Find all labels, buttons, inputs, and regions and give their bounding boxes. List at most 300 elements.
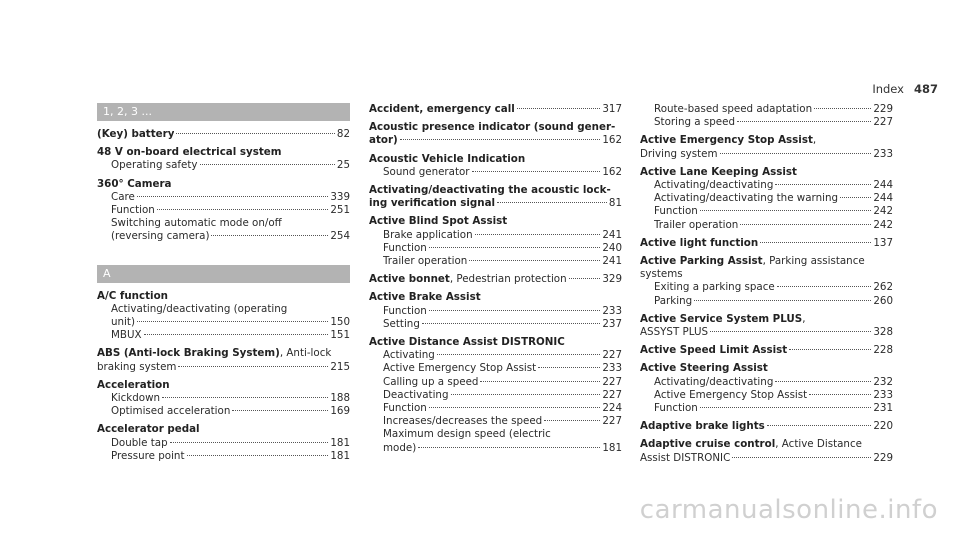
index-subentry-line bbox=[97, 303, 350, 316]
entry-suffix: , bbox=[802, 312, 806, 325]
index-entry bbox=[369, 153, 622, 179]
index-heading-line bbox=[369, 336, 622, 349]
entry-text-wrap bbox=[111, 230, 209, 243]
index-entry bbox=[640, 362, 893, 415]
index-subentry-line bbox=[640, 281, 893, 294]
index-heading-line bbox=[640, 438, 893, 451]
entry-text-wrap bbox=[383, 166, 470, 179]
page-ref: 244 bbox=[873, 179, 893, 192]
index-entry bbox=[97, 379, 350, 419]
index-entry bbox=[369, 336, 622, 455]
entry-heading: Activating/deactivating the acoustic lock- bbox=[369, 184, 611, 197]
index-line bbox=[97, 361, 350, 374]
dot-leader bbox=[517, 108, 601, 109]
entry-text: Exiting a parking space bbox=[654, 281, 775, 294]
entry-text: Activating/deactivating (operating bbox=[111, 302, 288, 315]
dot-leader bbox=[814, 108, 871, 109]
page-ref: 227 bbox=[873, 116, 893, 129]
entry-text-wrap bbox=[654, 179, 773, 192]
index-entry bbox=[369, 184, 622, 210]
dot-leader bbox=[162, 397, 328, 398]
page-ref: 233 bbox=[873, 147, 893, 160]
page-ref: 251 bbox=[330, 204, 350, 217]
entry-text: Activating bbox=[383, 349, 435, 362]
entry-text-wrap bbox=[97, 146, 281, 158]
page-ref: 181 bbox=[330, 449, 350, 462]
page-ref: 241 bbox=[602, 255, 622, 268]
entry-text-wrap bbox=[111, 191, 135, 204]
page-ref: 228 bbox=[873, 344, 893, 357]
dot-leader bbox=[720, 153, 872, 154]
entry-heading: Adaptive cruise control bbox=[640, 438, 776, 451]
watermark-text: carmanualsonline.info bbox=[639, 495, 938, 525]
index-entry bbox=[640, 166, 893, 232]
index-subentry-line bbox=[97, 450, 350, 463]
index-entry bbox=[369, 215, 622, 268]
index-line bbox=[640, 452, 893, 465]
entry-text: (reversing camera) bbox=[111, 230, 210, 243]
index-subentry-line bbox=[97, 159, 350, 172]
dot-leader bbox=[809, 394, 871, 395]
index-heading-line bbox=[369, 103, 622, 116]
entry-text-wrap bbox=[383, 428, 551, 440]
entry-text: Care bbox=[111, 190, 135, 203]
index-heading-line bbox=[640, 237, 893, 250]
entry-heading: Active Distance Assist DISTRONIC bbox=[369, 336, 565, 349]
dot-leader bbox=[569, 278, 601, 279]
index-heading-line bbox=[369, 291, 622, 304]
entry-text: Activating/deactivating bbox=[654, 375, 774, 388]
index-heading-line bbox=[640, 313, 893, 326]
dot-leader bbox=[178, 366, 328, 367]
entry-text: Calling up a speed bbox=[383, 375, 479, 388]
index-heading-line bbox=[97, 290, 350, 303]
index-heading-line bbox=[97, 178, 350, 191]
dot-leader bbox=[170, 442, 329, 443]
page-ref: 244 bbox=[873, 192, 893, 205]
entry-text-wrap bbox=[383, 305, 427, 318]
dot-leader bbox=[472, 171, 601, 172]
entry-text-wrap bbox=[640, 255, 865, 280]
entry-heading: Active Service System PLUS bbox=[640, 312, 803, 325]
index-entry bbox=[369, 291, 622, 331]
index-heading-line bbox=[97, 379, 350, 392]
entry-text-wrap bbox=[383, 362, 536, 375]
dot-leader bbox=[429, 407, 601, 408]
page-ref: 329 bbox=[602, 273, 622, 286]
index-entry bbox=[97, 423, 350, 463]
page-header bbox=[872, 82, 938, 96]
entry-text: Sound generator bbox=[383, 165, 470, 178]
index-subentry-line bbox=[369, 166, 622, 179]
index-entry bbox=[97, 146, 350, 172]
dot-leader bbox=[211, 235, 328, 236]
index-section bbox=[369, 103, 622, 455]
index-subentry-line bbox=[97, 316, 350, 329]
entry-text: Active Emergency Stop Assist bbox=[383, 362, 537, 375]
dot-leader bbox=[789, 349, 871, 350]
index-column-1 bbox=[97, 103, 350, 468]
page-ref: 233 bbox=[602, 362, 622, 375]
index-entry bbox=[640, 420, 893, 433]
index-subentry-line bbox=[369, 229, 622, 242]
index-subentry-line bbox=[369, 318, 622, 331]
entry-text-wrap bbox=[654, 205, 698, 218]
page-ref: 215 bbox=[330, 360, 350, 373]
entry-text-wrap bbox=[369, 184, 611, 196]
entry-text-wrap bbox=[640, 313, 805, 325]
entry-text-wrap bbox=[97, 128, 174, 141]
index-heading-line bbox=[97, 128, 350, 141]
entry-text-wrap bbox=[383, 442, 416, 455]
page-ref: 229 bbox=[873, 103, 893, 115]
page-ref: 227 bbox=[602, 349, 622, 362]
index-heading-line bbox=[369, 134, 622, 147]
entry-heading: Accident, emergency call bbox=[369, 103, 515, 115]
entry-heading: ABS (Anti-lock Braking System) bbox=[97, 347, 280, 360]
dot-leader bbox=[700, 407, 872, 408]
entry-text-wrap bbox=[111, 159, 198, 172]
page-ref: 231 bbox=[873, 402, 893, 415]
index-heading-line bbox=[640, 420, 893, 433]
dot-leader bbox=[137, 321, 328, 322]
entry-suffix: , Pedestrian protection bbox=[449, 273, 567, 286]
dot-leader bbox=[200, 164, 335, 165]
entry-text: Trailer operation bbox=[654, 218, 739, 231]
page-ref: 227 bbox=[602, 375, 622, 388]
index-subentry-line bbox=[369, 442, 622, 455]
entry-text: Maximum design speed (electric bbox=[383, 428, 551, 441]
page-ref: 82 bbox=[336, 128, 350, 140]
index-subentry-line bbox=[369, 349, 622, 362]
dot-leader bbox=[694, 300, 871, 301]
entry-text: Double tap bbox=[111, 436, 168, 449]
dot-leader bbox=[187, 455, 329, 456]
dot-leader bbox=[775, 381, 871, 382]
entry-text-wrap bbox=[111, 316, 135, 329]
index-subentry-line bbox=[640, 295, 893, 308]
dot-leader bbox=[469, 260, 600, 261]
entry-heading: 360° Camera bbox=[97, 177, 172, 190]
index-subentry-line bbox=[640, 402, 893, 415]
dot-leader bbox=[144, 334, 329, 335]
index-subentry-line bbox=[640, 116, 893, 129]
entry-text-wrap bbox=[640, 326, 708, 339]
entry-text-wrap bbox=[654, 116, 735, 129]
page-ref: 81 bbox=[608, 197, 622, 210]
entry-suffix: , Parking assistance systems bbox=[640, 255, 865, 281]
index-heading-line bbox=[97, 423, 350, 436]
entry-text: Function bbox=[654, 402, 698, 415]
entry-heading: Active Emergency Stop Assist bbox=[640, 134, 813, 147]
dot-leader bbox=[176, 133, 334, 134]
page-ref: 227 bbox=[602, 388, 622, 401]
entry-heading: Acoustic presence indicator (sound gener- bbox=[369, 121, 616, 134]
index-entry bbox=[640, 134, 893, 160]
index-subentry-line bbox=[640, 179, 893, 192]
page-ref: 188 bbox=[330, 392, 350, 405]
entry-text-wrap bbox=[654, 376, 773, 389]
entry-text-wrap bbox=[654, 402, 698, 415]
entry-text: Deactivating bbox=[383, 388, 449, 401]
dot-leader bbox=[544, 420, 600, 421]
dot-leader bbox=[767, 425, 872, 426]
entry-text: Kickdown bbox=[111, 392, 161, 405]
index-subentry-line bbox=[369, 255, 622, 268]
entry-text-wrap bbox=[111, 437, 168, 450]
page-ref: 181 bbox=[330, 436, 350, 449]
dot-leader bbox=[700, 210, 872, 211]
entry-text-wrap bbox=[369, 197, 495, 210]
index-subentry-line bbox=[640, 376, 893, 389]
entry-text: Function bbox=[111, 204, 155, 217]
entry-heading: Acceleration bbox=[97, 378, 170, 391]
dot-leader bbox=[760, 242, 871, 243]
entry-text: Driving system bbox=[640, 147, 718, 160]
page-ref: 151 bbox=[330, 329, 350, 342]
index-subentry-line bbox=[640, 205, 893, 218]
dot-leader bbox=[740, 224, 871, 225]
entry-text-wrap bbox=[640, 420, 765, 433]
index-entry bbox=[369, 273, 622, 286]
entry-text-wrap bbox=[383, 402, 427, 415]
index-subentry-line bbox=[97, 405, 350, 418]
entry-text-wrap bbox=[111, 405, 230, 418]
dot-leader bbox=[497, 202, 607, 203]
index-section bbox=[97, 265, 350, 463]
index-line bbox=[640, 148, 893, 161]
entry-text-wrap bbox=[383, 415, 542, 428]
entry-text-wrap bbox=[654, 389, 807, 402]
page-ref: 220 bbox=[873, 420, 893, 433]
header-label: Index bbox=[872, 82, 904, 96]
index-subentry-line bbox=[369, 415, 622, 428]
index-entry bbox=[640, 103, 893, 129]
entry-text-wrap bbox=[111, 450, 185, 463]
dot-leader bbox=[429, 310, 601, 311]
entry-text: Setting bbox=[383, 317, 420, 330]
entry-text: MBUX bbox=[111, 329, 142, 342]
page-ref: 137 bbox=[873, 236, 893, 249]
entry-text-wrap bbox=[369, 291, 481, 303]
page-ref: 25 bbox=[336, 159, 350, 172]
entry-heading: ator) bbox=[369, 134, 398, 147]
entry-suffix: , Anti-lock bbox=[279, 347, 332, 360]
page-ref: 242 bbox=[873, 205, 893, 218]
entry-text-wrap bbox=[640, 134, 816, 146]
index-entry bbox=[97, 128, 350, 141]
entry-text-wrap bbox=[640, 452, 730, 465]
dot-leader bbox=[732, 457, 871, 458]
index-subentry-line bbox=[97, 392, 350, 405]
entry-heading: ing verification signal bbox=[369, 197, 496, 210]
page-ref: 150 bbox=[330, 316, 350, 329]
entry-text-wrap bbox=[111, 329, 142, 342]
page-ref: 169 bbox=[330, 405, 350, 418]
index-heading-line bbox=[640, 166, 893, 179]
entry-text-wrap bbox=[654, 103, 812, 116]
index-subentry-line bbox=[97, 329, 350, 342]
entry-text-wrap bbox=[369, 103, 515, 116]
page-ref: 227 bbox=[602, 415, 622, 428]
dot-leader bbox=[422, 323, 600, 324]
entry-text: Activating/deactivating the warning bbox=[654, 192, 839, 205]
entry-text-wrap bbox=[640, 237, 758, 250]
index-column-2 bbox=[369, 103, 622, 460]
entry-text-wrap bbox=[383, 229, 473, 242]
entry-heading: Active bonnet bbox=[369, 273, 450, 286]
index-entry bbox=[640, 438, 893, 464]
entry-text: Function bbox=[654, 205, 698, 218]
index-heading-line bbox=[97, 347, 350, 360]
dot-leader bbox=[475, 234, 601, 235]
entry-text: Parking bbox=[654, 294, 693, 307]
entry-text-wrap bbox=[369, 336, 565, 348]
section-band: A bbox=[97, 265, 350, 283]
index-subentry-line bbox=[369, 242, 622, 255]
index-entry bbox=[640, 313, 893, 339]
index-subentry-line bbox=[640, 219, 893, 232]
entry-text: Function bbox=[383, 402, 427, 415]
entry-text-wrap bbox=[369, 273, 567, 286]
entry-heading: Active Parking Assist bbox=[640, 255, 763, 268]
entry-text-wrap bbox=[97, 290, 168, 302]
index-subentry-line bbox=[369, 428, 622, 441]
entry-suffix: , Active Distance bbox=[775, 438, 862, 451]
index-subentry-line bbox=[97, 217, 350, 230]
entry-text-wrap bbox=[654, 192, 838, 205]
dot-leader bbox=[418, 447, 600, 448]
index-subentry-line bbox=[369, 362, 622, 375]
dot-leader bbox=[710, 331, 871, 332]
entry-text: mode) bbox=[383, 441, 417, 454]
entry-text: Active Emergency Stop Assist bbox=[654, 388, 808, 401]
page-ref: 181 bbox=[602, 441, 622, 454]
index-column-3 bbox=[640, 103, 893, 470]
page-ref: 237 bbox=[602, 317, 622, 330]
entry-text-wrap bbox=[654, 281, 775, 294]
page-ref: 162 bbox=[602, 165, 622, 178]
index-subentry-line bbox=[369, 376, 622, 389]
entry-text: Activating/deactivating bbox=[654, 179, 774, 192]
index-subentry-line bbox=[640, 192, 893, 205]
page-ref: 328 bbox=[873, 326, 893, 339]
index-section bbox=[97, 103, 350, 244]
index-heading-line bbox=[640, 255, 893, 281]
entry-text-wrap bbox=[369, 121, 615, 133]
index-line bbox=[640, 326, 893, 339]
page-ref: 229 bbox=[873, 451, 893, 464]
dot-leader bbox=[480, 381, 600, 382]
entry-text-wrap bbox=[97, 423, 200, 435]
entry-heading: Active light function bbox=[640, 236, 759, 249]
page-ref: 241 bbox=[602, 228, 622, 241]
dot-leader bbox=[451, 394, 601, 395]
index-entry bbox=[369, 103, 622, 116]
index-subentry-line bbox=[640, 389, 893, 402]
page-ref: 162 bbox=[602, 134, 622, 147]
entry-text: Brake application bbox=[383, 228, 473, 241]
index-heading-line bbox=[369, 215, 622, 228]
index-subentry-line bbox=[369, 402, 622, 415]
index-heading-line bbox=[369, 184, 622, 197]
entry-text-wrap bbox=[654, 295, 692, 308]
entry-text-wrap bbox=[383, 255, 467, 268]
entry-text-wrap bbox=[97, 361, 176, 374]
entry-text-wrap bbox=[97, 178, 171, 190]
entry-heading: Active Blind Spot Assist bbox=[369, 215, 508, 228]
entry-text: unit) bbox=[111, 316, 135, 329]
page-ref: 233 bbox=[602, 304, 622, 317]
entry-heading: Active Brake Assist bbox=[369, 291, 481, 304]
entry-heading: Active Speed Limit Assist bbox=[640, 344, 788, 357]
index-entry bbox=[97, 347, 350, 373]
entry-text-wrap bbox=[369, 153, 525, 165]
index-heading-line bbox=[369, 153, 622, 166]
dot-leader bbox=[538, 367, 600, 368]
entry-heading: 48 V on-board electrical system bbox=[97, 146, 282, 159]
entry-text-wrap bbox=[640, 344, 787, 357]
entry-text: ASSYST PLUS bbox=[640, 326, 709, 339]
index-heading-line bbox=[369, 273, 622, 286]
index-heading-line bbox=[369, 121, 622, 134]
index-subentry-line bbox=[97, 191, 350, 204]
index-subentry-line bbox=[369, 389, 622, 402]
entry-text-wrap bbox=[97, 379, 170, 391]
entry-text-wrap bbox=[640, 362, 768, 374]
dot-leader bbox=[840, 197, 871, 198]
entry-text-wrap bbox=[640, 438, 862, 450]
dot-leader bbox=[232, 410, 328, 411]
entry-text: Switching automatic mode on/off bbox=[111, 217, 282, 230]
index-subentry-line bbox=[369, 305, 622, 318]
page-ref: 260 bbox=[873, 294, 893, 307]
index-subentry-line bbox=[640, 103, 893, 116]
entry-text-wrap bbox=[111, 204, 155, 217]
entry-text-wrap bbox=[97, 347, 331, 359]
page-ref: 242 bbox=[873, 218, 893, 231]
entry-text-wrap bbox=[111, 303, 287, 315]
entry-text-wrap bbox=[654, 219, 738, 232]
entry-heading: Adaptive brake lights bbox=[640, 420, 765, 433]
entry-heading: A/C function bbox=[97, 289, 168, 302]
index-entry bbox=[640, 255, 893, 308]
index-entry bbox=[369, 121, 622, 147]
page-ref: 254 bbox=[330, 230, 350, 243]
entry-text-wrap bbox=[383, 389, 449, 402]
entry-text-wrap bbox=[383, 349, 435, 362]
dot-leader bbox=[429, 247, 601, 248]
index-section bbox=[640, 103, 893, 465]
entry-text-wrap bbox=[369, 215, 507, 227]
entry-text-wrap bbox=[383, 318, 420, 331]
entry-text: Pressure point bbox=[111, 449, 185, 462]
entry-text: Function bbox=[383, 304, 427, 317]
dot-leader bbox=[777, 286, 872, 287]
dot-leader bbox=[737, 121, 871, 122]
dot-leader bbox=[775, 184, 871, 185]
entry-text: braking system bbox=[97, 360, 177, 373]
page-ref: 317 bbox=[602, 103, 622, 115]
entry-text: Route-based speed adaptation bbox=[654, 103, 813, 115]
page-ref: 232 bbox=[873, 375, 893, 388]
entry-text: Optimised acceleration bbox=[111, 405, 231, 418]
index-subentry-line bbox=[97, 437, 350, 450]
entry-heading: Acoustic Vehicle Indication bbox=[369, 152, 526, 165]
entry-heading: Accelerator pedal bbox=[97, 423, 200, 436]
dot-leader bbox=[400, 139, 601, 140]
index-heading-line bbox=[640, 362, 893, 375]
